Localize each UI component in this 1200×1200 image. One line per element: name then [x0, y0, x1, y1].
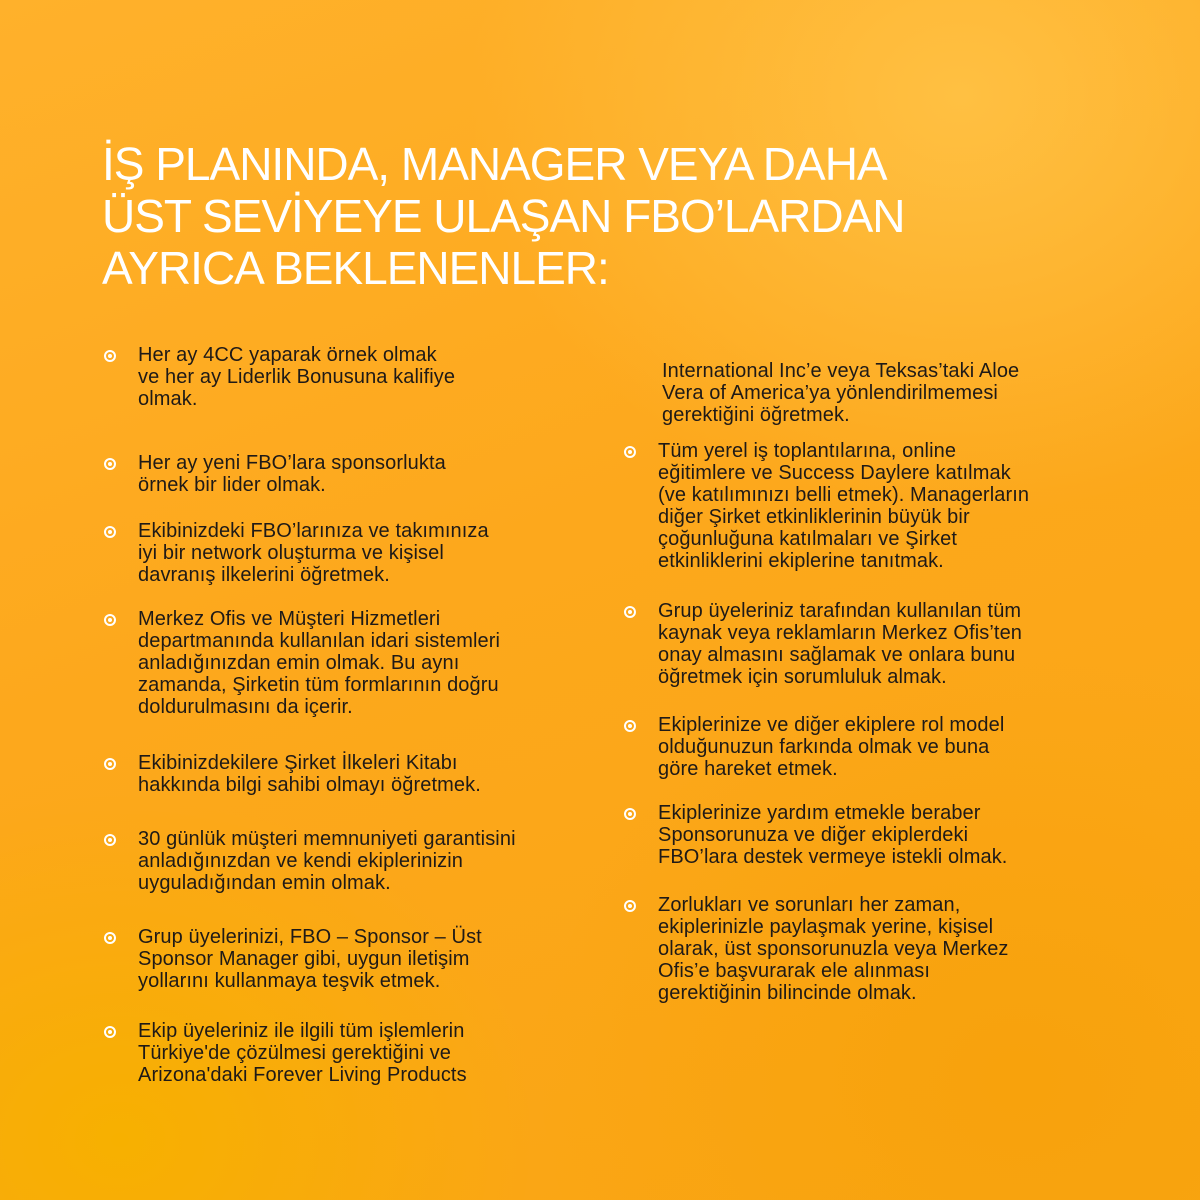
list-item [624, 600, 1128, 688]
list-item-text: Tüm yerel iş toplantılarına, online eğitimlere ve Success Daylere katılmak (ve katılımınızı belli etmek). Managerların diğer Şirket etkinliklerinin büyük bir çoğunluğuna katılmaları ve Şirket etkinliklerini ekiplerine tanıtmak. [658, 440, 1030, 572]
list-item [104, 452, 628, 496]
circle-bullet-icon [104, 1026, 116, 1038]
circle-bullet-icon [104, 526, 116, 538]
title-line-2: ÜST SEVİYEYE ULAŞAN FBO’LARDAN [102, 190, 905, 242]
list-item [624, 802, 1128, 868]
circle-bullet-icon [104, 350, 116, 362]
circle-bullet-icon [104, 614, 116, 626]
list-item [104, 926, 628, 992]
circle-bullet-icon [624, 900, 636, 912]
circle-bullet-icon [104, 932, 116, 944]
list-item [104, 752, 628, 796]
list-item [624, 894, 1128, 1004]
circle-bullet-icon [624, 808, 636, 820]
list-item [104, 1020, 628, 1086]
list-item-text: Ekiplerinize ve diğer ekiplere rol model olduğunuzun farkında olmak ve buna göre hareket etmek. [658, 714, 1005, 780]
list-item [624, 440, 1128, 572]
list-item-text: Grup üyeleriniz tarafından kullanılan tüm kaynak veya reklamların Merkez Ofis’ten onay almasını sağlamak ve onlara bunu öğretmek için sorumluluk almak. [658, 600, 1023, 688]
circle-bullet-icon [104, 834, 116, 846]
page-title [102, 138, 1102, 294]
list-item-text: Grup üyelerinizi, FBO – Sponsor – Üst Sponsor Manager gibi, uygun iletişim yollarını kullanmaya teşvik etmek. [138, 926, 482, 992]
list-item-text: International Inc’e veya Teksas’taki Aloe Vera of America’ya yönlendirilmemesi gerektiğini öğretmek. [662, 360, 1020, 426]
circle-bullet-icon [104, 458, 116, 470]
list-item-text: Merkez Ofis ve Müşteri Hizmetleri departmanında kullanılan idari sistemleri anladığınızdan emin olmak. Bu aynı zamanda, Şirketin tüm formlarının doğru doldurulmasını da içerir. [138, 608, 501, 718]
list-item [104, 828, 628, 894]
title-line-3: AYRICA BEKLENENLER: [102, 242, 609, 294]
list-item-text: Ekibinizdekilere Şirket İlkeleri Kitabı hakkında bilgi sahibi olmayı öğretmek. [138, 752, 481, 796]
list-item-text: Ekibinizdeki FBO’larınıza ve takımınıza iyi bir network oluşturma ve kişisel davranış ilkelerini öğretmek. [138, 520, 489, 586]
list-item-text: Ekiplerinize yardım etmekle beraber Sponsorunuza ve diğer ekiplerdeki FBO’lara destek vermeye istekli olmak. [658, 802, 1008, 868]
list-item [104, 344, 628, 410]
list-item [624, 714, 1128, 780]
list-item-text: 30 günlük müşteri memnuniyeti garantisini anladığınızdan ve kendi ekiplerinizin uyguladığından emin olmak. [138, 828, 516, 894]
title-line-1: İŞ PLANINDA, MANAGER VEYA DAHA [102, 138, 887, 190]
list-item-continuation [624, 360, 1132, 426]
list-item-text: Her ay yeni FBO’lara sponsorlukta örnek bir lider olmak. [138, 452, 446, 496]
circle-bullet-icon [624, 606, 636, 618]
list-item-text: Her ay 4CC yaparak örnek olmak ve her ay Liderlik Bonusuna kalifiye olmak. [138, 344, 456, 410]
list-item [104, 520, 628, 586]
circle-bullet-icon [624, 446, 636, 458]
list-item-text: Zorlukları ve sorunları her zaman, ekiplerinizle paylaşmak yerine, kişisel olarak, üst sponsorunuzla veya Merkez Ofis’e başvurarak ele alınması gerektiğinin bilincinde olmak. [658, 894, 1009, 1004]
circle-bullet-icon [624, 720, 636, 732]
list-item [104, 608, 628, 718]
list-item-text: Ekip üyeleriniz ile ilgili tüm işlemlerin Türkiye'de çözülmesi gerektiğini ve Arizona'daki Forever Living Products [138, 1020, 467, 1086]
circle-bullet-icon [104, 758, 116, 770]
